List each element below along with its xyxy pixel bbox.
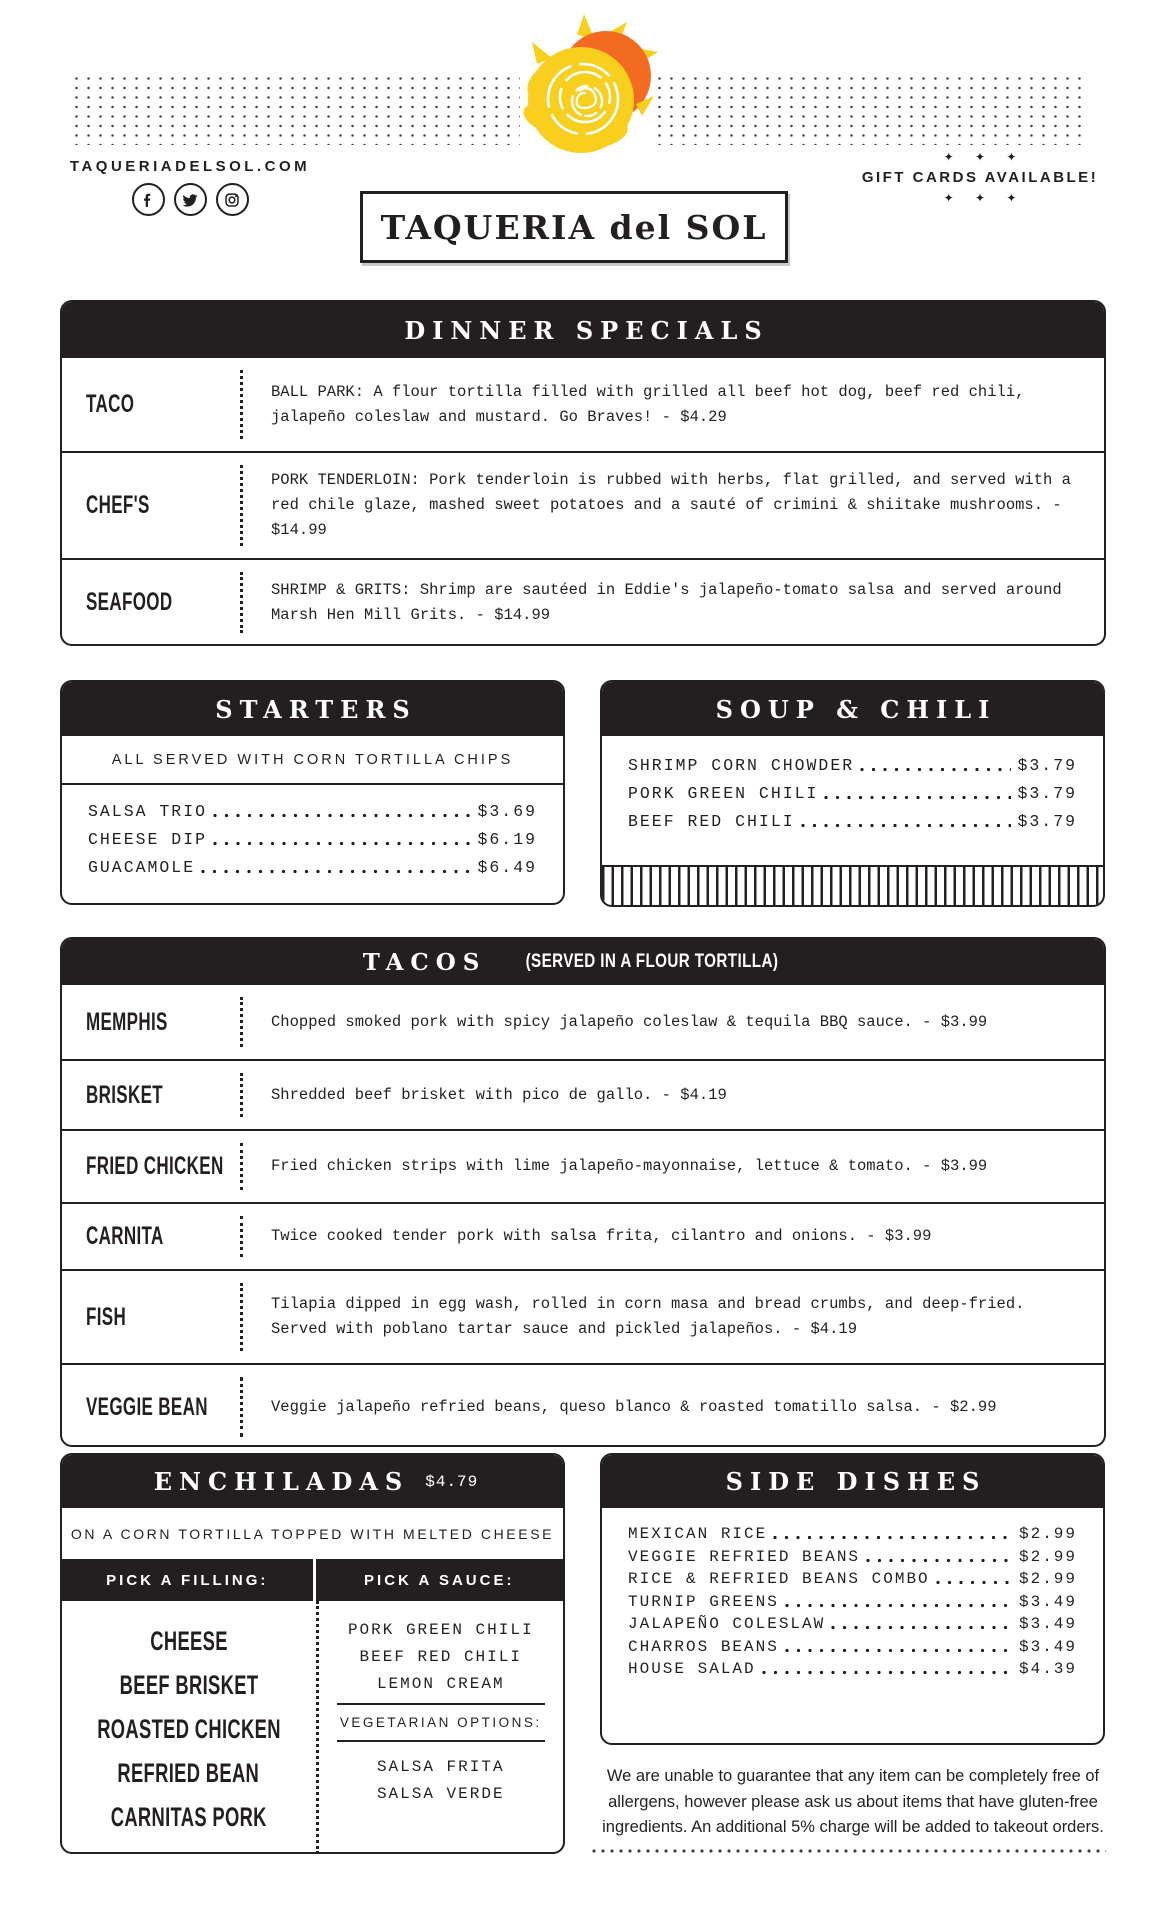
filling-text: REFRIED BEAN [117, 1758, 260, 1788]
row-description-text: Chopped smoked pork with spicy jalapeño coleslaw & tequila BBQ sauce. - $3.99 [271, 1012, 988, 1031]
filling-header-text: PICK A FILLING: [106, 1571, 269, 1589]
filling-item [87, 1670, 291, 1701]
row-description [243, 1204, 1104, 1269]
section-title: SIDE DISHES [725, 1467, 987, 1496]
vegetarian-header: VEGETARIAN OPTIONS: [339, 1715, 542, 1730]
row-label-text: TACO [86, 390, 135, 418]
enchiladas-section [60, 1453, 565, 1854]
sauce-item: LEMON CREAM [376, 1675, 505, 1693]
social-icons [58, 183, 322, 216]
menu-item-price: $3.79 [1017, 812, 1077, 831]
menu-item-row [628, 812, 1077, 831]
sauce-item: PORK GREEN CHILI [347, 1621, 534, 1639]
menu-item-row [88, 802, 537, 821]
soup-chili-list [602, 736, 1103, 831]
menu-item-row [628, 1525, 1077, 1543]
fillings-list [62, 1601, 316, 1854]
row-label-text: MEMPHIS [86, 1007, 168, 1036]
menu-item-price: $6.49 [477, 858, 537, 877]
tacos-header [62, 939, 1104, 985]
menu-item-row [88, 830, 537, 849]
menu-item-row [628, 756, 1077, 775]
menu-item-price: $2.99 [1018, 1570, 1077, 1588]
filling-item [74, 1802, 304, 1833]
menu-item-name: JALAPEÑO COLESLAW [628, 1615, 826, 1633]
section-title: ENCHILADAS [153, 1467, 410, 1496]
menu-item-price: $3.79 [1017, 784, 1077, 803]
allergen-disclaimer: We are unable to guarantee that any item can be completely free of allergens, however please ask us about items that have gluten-free ingredients. An additional 5% charge will be added to takeout orders. [602, 1767, 1104, 1837]
menu-row-seafood [62, 558, 1104, 645]
dot-leader [824, 795, 1011, 800]
filling-text: CHEESE [149, 1626, 228, 1656]
row-label-text: CARNITA [86, 1222, 164, 1250]
menu-item-name: GUACAMOLE [88, 858, 196, 877]
row-description-text: Twice cooked tender pork with salsa frita, cilantro and onions. - $3.99 [271, 1227, 932, 1246]
menu-row-taco [62, 358, 1104, 451]
filling-item [132, 1626, 246, 1657]
dot-leader [773, 1535, 1013, 1540]
row-description-text: PORK TENDERLOIN: Pork tenderloin is rubbed with herbs, flat grilled, and served with a red chile glaze, mashed sweet potatoes and a sauté of crimini & shiitake mushrooms. - $14.99 [271, 471, 1071, 539]
menu-item-price: $2.99 [1018, 1547, 1077, 1566]
menu-item-name: RICE & REFRIED BEANS COMBO [628, 1570, 930, 1588]
menu-item-row [628, 1593, 1077, 1611]
row-description [243, 453, 1104, 558]
menu-item-name: SHRIMP CORN CHOWDER [628, 756, 855, 775]
menu-row-memphis [62, 985, 1104, 1059]
sun-logo-icon [496, 12, 680, 178]
row-label-text: VEGGIE BEAN [86, 1392, 208, 1421]
dot-pattern-left [75, 77, 520, 145]
menu-item-row [628, 784, 1077, 803]
diamonds-top: ✦ ✦ ✦ [943, 150, 1026, 164]
row-description [243, 1061, 1104, 1129]
twitter-icon[interactable] [174, 183, 207, 216]
section-price: $4.79 [425, 1472, 479, 1491]
row-description-text: BALL PARK: A flour tortilla filled with grilled all beef hot dog, beef red chili, jalapeño coleslaw and mustard. Go Braves! - $4.29 [271, 382, 1025, 426]
enchiladas-note-text: ON A CORN TORTILLA TOPPED WITH MELTED CHEESE [70, 1525, 555, 1542]
menu-row-fried-chicken [62, 1129, 1104, 1202]
menu-item-row [628, 1638, 1077, 1656]
menu-item-price: $4.39 [1018, 1660, 1077, 1678]
filling-header [62, 1559, 316, 1601]
section-subtitle: (SERVED IN A FLOUR TORTILLA) [525, 951, 779, 972]
facebook-icon[interactable] [132, 183, 165, 216]
section-title: SOUP & CHILI [715, 694, 997, 724]
enchiladas-note [62, 1508, 563, 1559]
menu-row-brisket [62, 1059, 1104, 1129]
dot-pattern-right [658, 77, 1090, 145]
menu-row-fish [62, 1269, 1104, 1363]
tacos-section [60, 937, 1106, 1447]
row-label-text: FRIED CHICKEN [86, 1152, 224, 1180]
starters-header [62, 682, 563, 736]
filling-item [84, 1758, 293, 1789]
dot-leader [213, 841, 471, 846]
menu-item-name: VEGGIE REFRIED BEANS [628, 1547, 861, 1566]
starters-note [62, 736, 563, 785]
website-link[interactable]: TAQUERIADELSOL.COM [69, 158, 311, 175]
menu-row-chefs [62, 451, 1104, 558]
row-description [243, 358, 1104, 451]
row-label [62, 1061, 240, 1129]
menu-item-row [628, 1660, 1077, 1678]
menu-item-price: $2.99 [1018, 1525, 1077, 1543]
soup-chili-section [600, 680, 1105, 907]
menu-item-price: $3.79 [1017, 756, 1077, 775]
enchiladas-header [62, 1455, 563, 1508]
menu-item-name: CHARROS BEANS [628, 1637, 779, 1656]
row-label-text: FISH [86, 1302, 127, 1331]
menu-item-name: PORK GREEN CHILI [628, 784, 819, 803]
enchiladas-columns [62, 1601, 563, 1854]
menu-item-name: HOUSE SALAD [628, 1660, 756, 1678]
stripe-pattern [602, 865, 1103, 905]
row-description [243, 560, 1104, 645]
restaurant-logo [360, 191, 788, 263]
gift-cards-text: GIFT CARDS AVAILABLE! [861, 169, 1099, 186]
menu-item-name: SALSA TRIO [88, 802, 208, 821]
row-description-text: Shredded beef brisket with pico de gallo. - $4.19 [271, 1085, 727, 1104]
menu-item-name: CHEESE DIP [88, 830, 208, 849]
menu-item-name: MEXICAN RICE [628, 1525, 768, 1543]
row-description [243, 985, 1104, 1059]
row-label [62, 560, 240, 645]
divider-line [337, 1740, 546, 1742]
row-label [62, 1204, 240, 1269]
enchiladas-column-headers [62, 1559, 563, 1601]
menu-item-price: $3.49 [1018, 1615, 1077, 1633]
sauce-header [316, 1559, 564, 1601]
dotted-footer-line [592, 1849, 1106, 1854]
dot-leader [213, 813, 471, 818]
menu-item-price: $3.49 [1018, 1637, 1077, 1656]
row-label [62, 358, 240, 451]
starters-note-text: ALL SERVED WITH CORN TORTILLA CHIPS [111, 751, 514, 768]
dot-leader [860, 767, 1011, 772]
dot-leader [936, 1580, 1013, 1585]
row-label [62, 453, 240, 558]
menu-item-price: $3.69 [477, 802, 537, 821]
section-title: TACOS [362, 948, 487, 976]
menu-item-row [88, 858, 537, 877]
dot-leader [866, 1558, 1013, 1563]
dinner-specials-section [60, 300, 1106, 646]
vegetarian-sauce-item: SALSA VERDE [376, 1785, 505, 1803]
dot-leader [201, 869, 471, 874]
section-title: STARTERS [215, 694, 417, 724]
dinner-specials-header [62, 302, 1104, 358]
side-dishes-section [600, 1453, 1105, 1745]
row-label [62, 1271, 240, 1363]
filling-text: ROASTED CHICKEN [96, 1714, 281, 1744]
menu-item-row [628, 1548, 1077, 1566]
dot-leader [785, 1603, 1013, 1608]
sauces-list [316, 1601, 564, 1854]
row-description-text: Veggie jalapeño refried beans, queso blanco & roasted tomatillo salsa. - $2.99 [271, 1397, 997, 1416]
menu-item-row [628, 1570, 1077, 1588]
dot-leader [801, 823, 1012, 828]
gift-cards-callout [852, 150, 1108, 205]
section-title: DINNER SPECIALS [404, 315, 769, 345]
row-label [62, 985, 240, 1059]
menu-row-carnita [62, 1202, 1104, 1269]
filling-item [60, 1714, 324, 1745]
starters-section [60, 680, 565, 905]
row-description-text: Fried chicken strips with lime jalapeño-mayonnaise, lettuce & tomato. - $3.99 [271, 1157, 988, 1176]
row-description [243, 1365, 1104, 1447]
sauce-header-text: PICK A SAUCE: [364, 1571, 515, 1589]
dot-leader [762, 1670, 1013, 1675]
row-description [243, 1271, 1104, 1363]
diamonds-bottom: ✦ ✦ ✦ [943, 191, 1026, 205]
menu-item-row [628, 1615, 1077, 1633]
menu-row-veggie-bean [62, 1363, 1104, 1447]
row-label-text: CHEF'S [86, 491, 150, 519]
instagram-icon[interactable] [216, 183, 249, 216]
row-description-text: SHRIMP & GRITS: Shrimp are sautéed in Eddie's jalapeño-tomato salsa and served around Marsh Hen Mill Grits. - $14.99 [271, 580, 1062, 624]
dot-leader [831, 1625, 1013, 1630]
row-description-text: Tilapia dipped in egg wash, rolled in corn masa and bread crumbs, and deep-fried. Served with poblano tartar sauce and pickled jalapeños. - $4.19 [271, 1295, 1025, 1338]
filling-text: CARNITAS PORK [110, 1802, 267, 1832]
menu-item-price: $6.19 [477, 830, 537, 849]
restaurant-name: TAQUERIA del SOL [380, 207, 768, 247]
divider-line [337, 1703, 546, 1705]
starters-list [62, 785, 563, 877]
filling-text: BEEF BRISKET [119, 1670, 259, 1700]
dot-leader [785, 1648, 1013, 1653]
menu-item-name: BEEF RED CHILI [628, 812, 795, 831]
sauce-item: BEEF RED CHILI [359, 1648, 522, 1666]
row-label [62, 1365, 240, 1447]
side-dishes-list [602, 1508, 1103, 1678]
menu-item-name: TURNIP GREENS [628, 1592, 779, 1611]
row-label [62, 1131, 240, 1202]
menu-item-price: $3.49 [1018, 1592, 1077, 1611]
row-label-text: BRISKET [86, 1080, 163, 1109]
row-label-text: SEAFOOD [86, 588, 173, 616]
soup-chili-header [602, 682, 1103, 736]
side-dishes-header [602, 1455, 1103, 1508]
row-description [243, 1131, 1104, 1202]
vegetarian-sauce-item: SALSA FRITA [376, 1758, 505, 1776]
